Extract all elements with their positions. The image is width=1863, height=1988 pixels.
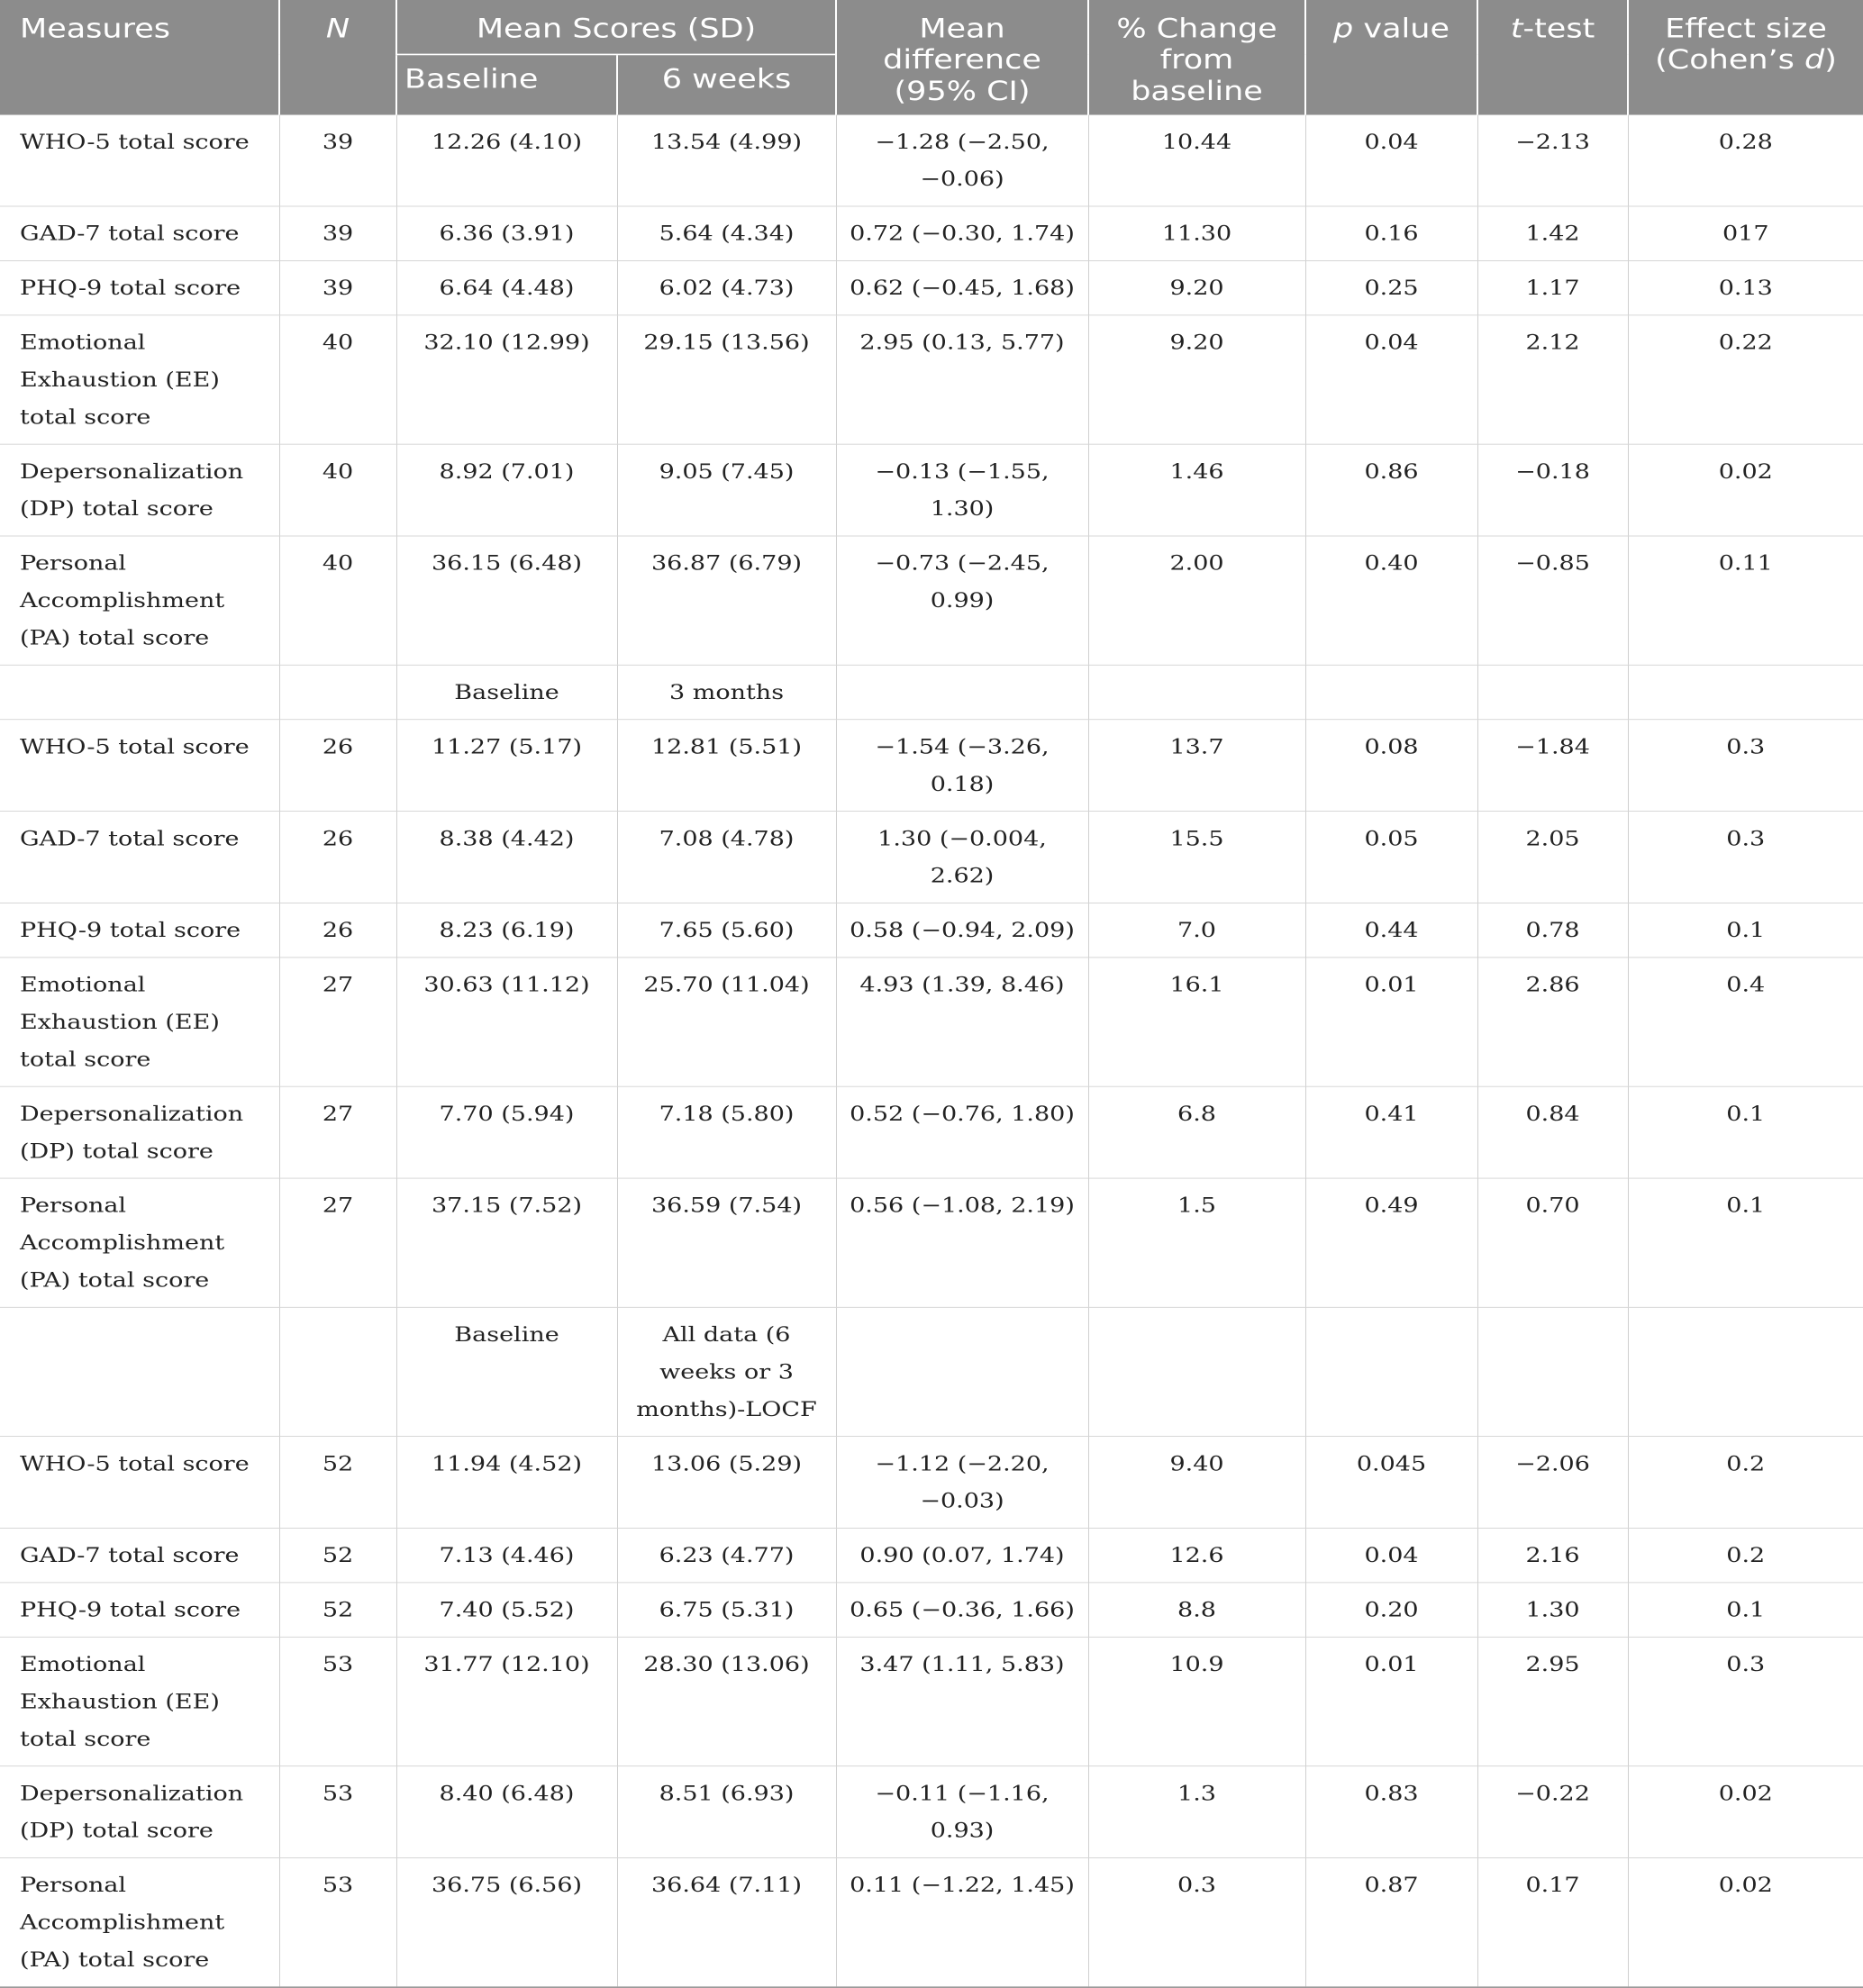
cell-followup: 12.81 (5.51) [617,720,836,812]
header-t-suffix: -test [1522,14,1595,44]
cell-measure: Personal Accomplishment (PA) total score [0,536,279,665]
cell-n: 53 [279,1637,396,1766]
cell-n: 40 [279,536,396,665]
cell-n: 53 [279,1857,396,1987]
cell-t-test: 1.17 [1477,260,1628,314]
cell-mean-difference: 0.56 (−1.08, 2.19) [836,1178,1088,1307]
cell-n: 39 [279,115,396,206]
header-t-test [1477,0,1628,115]
table-row [0,1637,1863,1766]
cell-t-test: 0.70 [1477,1178,1628,1307]
cell-effect-size: 0.22 [1628,315,1863,444]
cell-measure [0,1307,279,1436]
cell-pct-change: 10.9 [1088,1637,1305,1766]
cell-p-value: 0.04 [1305,115,1477,206]
cell-mean-difference: 0.52 (−0.76, 1.80) [836,1086,1088,1178]
table-row [0,444,1863,536]
cell-pct-change [1088,665,1305,719]
cell-baseline: 7.13 (4.46) [396,1528,617,1582]
cell-mean-difference: 0.72 (−0.30, 1.74) [836,206,1088,260]
cell-p-value: 0.41 [1305,1086,1477,1178]
cell-pct-change: 15.5 [1088,812,1305,903]
table-row [0,1178,1863,1307]
cell-t-test: −0.18 [1477,444,1628,536]
cell-pct-change: 16.1 [1088,958,1305,1086]
cell-n: 27 [279,1086,396,1178]
cell-effect-size: 0.1 [1628,903,1863,957]
cell-effect-size: 0.2 [1628,1528,1863,1582]
table-row [0,536,1863,665]
cell-effect-size: 0.1 [1628,1086,1863,1178]
cell-p-value: 0.83 [1305,1766,1477,1858]
cell-t-test: 2.05 [1477,812,1628,903]
table-row [0,315,1863,444]
cell-followup: 9.05 (7.45) [617,444,836,536]
cell-effect-size: 0.1 [1628,1178,1863,1307]
cell-baseline: Baseline [396,665,617,719]
cell-t-test: 0.17 [1477,1857,1628,1987]
cell-n: 26 [279,812,396,903]
cell-mean-difference: −1.12 (−2.20, −0.03) [836,1437,1088,1529]
cell-n: 52 [279,1583,396,1637]
cell-pct-change: 1.3 [1088,1766,1305,1858]
cell-t-test: 2.86 [1477,958,1628,1086]
cell-mean-difference: −0.73 (−2.45, 0.99) [836,536,1088,665]
cell-measure: Depersonalization (DP) total score [0,1766,279,1858]
cell-baseline: 8.38 (4.42) [396,812,617,903]
cell-t-test [1477,1307,1628,1436]
table-row [0,1583,1863,1637]
header-effect-size-prefix: (Cohen’s [1655,45,1805,76]
cell-n: 52 [279,1528,396,1582]
cell-measure: Emotional Exhaustion (EE) total score [0,315,279,444]
cell-measure: Depersonalization (DP) total score [0,444,279,536]
cell-p-value: 0.08 [1305,720,1477,812]
cell-mean-difference: 0.62 (−0.45, 1.68) [836,260,1088,314]
cell-p-value: 0.16 [1305,206,1477,260]
cell-baseline: 31.77 (12.10) [396,1637,617,1766]
cell-baseline: 11.27 (5.17) [396,720,617,812]
cell-effect-size: 0.02 [1628,444,1863,536]
cell-n [279,1307,396,1436]
cell-effect-size: 0.4 [1628,958,1863,1086]
table-row [0,206,1863,260]
cell-followup: 7.18 (5.80) [617,1086,836,1178]
cell-n: 26 [279,720,396,812]
header-effect-size-d: d [1804,45,1825,76]
header-baseline: Baseline [396,54,617,114]
header-n: N [279,0,396,115]
cell-n: 40 [279,315,396,444]
cell-mean-difference: 0.90 (0.07, 1.74) [836,1528,1088,1582]
cell-baseline: 7.40 (5.52) [396,1583,617,1637]
cell-followup: 6.75 (5.31) [617,1583,836,1637]
cell-p-value: 0.05 [1305,812,1477,903]
header-p-value [1305,0,1477,115]
cell-pct-change: 7.0 [1088,903,1305,957]
cell-measure: PHQ-9 total score [0,1583,279,1637]
table-row [0,1528,1863,1582]
header-p-suffix: value [1353,14,1450,44]
cell-baseline: 6.36 (3.91) [396,206,617,260]
cell-n: 26 [279,903,396,957]
header-effect-size-line1: Effect size [1665,14,1827,44]
cell-measure: Emotional Exhaustion (EE) total score [0,958,279,1086]
cell-n: 27 [279,1178,396,1307]
cell-effect-size: 017 [1628,206,1863,260]
cell-measure: WHO-5 total score [0,115,279,206]
cell-p-value: 0.86 [1305,444,1477,536]
cell-effect-size: 0.11 [1628,536,1863,665]
cell-followup: 3 months [617,665,836,719]
cell-n: 39 [279,260,396,314]
cell-effect-size [1628,665,1863,719]
cell-p-value: 0.04 [1305,1528,1477,1582]
cell-effect-size: 0.3 [1628,1637,1863,1766]
table-row [0,812,1863,903]
cell-baseline: 30.63 (11.12) [396,958,617,1086]
cell-n: 39 [279,206,396,260]
cell-mean-difference: −1.28 (−2.50, −0.06) [836,115,1088,206]
cell-effect-size: 0.28 [1628,115,1863,206]
table-row [0,903,1863,957]
cell-pct-change: 9.40 [1088,1437,1305,1529]
cell-followup: 7.65 (5.60) [617,903,836,957]
cell-measure: Personal Accomplishment (PA) total score [0,1178,279,1307]
cell-effect-size: 0.3 [1628,812,1863,903]
cell-p-value: 0.49 [1305,1178,1477,1307]
header-pct-change: % Change from baseline [1088,0,1305,115]
cell-effect-size [1628,1307,1863,1436]
cell-effect-size: 0.02 [1628,1766,1863,1858]
cell-measure: PHQ-9 total score [0,903,279,957]
header-effect-size [1628,0,1863,115]
cell-followup: All data (6 weeks or 3 months)-LOCF [617,1307,836,1436]
header-mean-scores: Mean Scores (SD) [396,0,836,54]
cell-pct-change [1088,1307,1305,1436]
cell-followup: 13.06 (5.29) [617,1437,836,1529]
cell-followup: 36.87 (6.79) [617,536,836,665]
cell-p-value: 0.40 [1305,536,1477,665]
cell-followup: 36.59 (7.54) [617,1178,836,1307]
cell-pct-change: 2.00 [1088,536,1305,665]
cell-p-value: 0.045 [1305,1437,1477,1529]
header-t-symbol: t [1510,14,1523,44]
cell-pct-change: 9.20 [1088,260,1305,314]
cell-mean-difference: 4.93 (1.39, 8.46) [836,958,1088,1086]
cell-followup: 25.70 (11.04) [617,958,836,1086]
cell-baseline: 36.75 (6.56) [396,1857,617,1987]
cell-n: 53 [279,1766,396,1858]
table-row [0,1857,1863,1987]
cell-measure: WHO-5 total score [0,1437,279,1529]
table-body [0,115,1863,1988]
cell-p-value: 0.25 [1305,260,1477,314]
table-row [0,260,1863,314]
header-six-weeks: 6 weeks [617,54,836,114]
cell-mean-difference: 3.47 (1.11, 5.83) [836,1637,1088,1766]
cell-mean-difference: 1.30 (−0.004, 2.62) [836,812,1088,903]
table-row [0,958,1863,1086]
cell-n: 40 [279,444,396,536]
header-p-symbol: p [1333,14,1354,44]
cell-baseline: Baseline [396,1307,617,1436]
cell-baseline: 12.26 (4.10) [396,115,617,206]
cell-t-test: 1.42 [1477,206,1628,260]
header-effect-size-suffix: ) [1824,45,1837,76]
cell-mean-difference: 0.58 (−0.94, 2.09) [836,903,1088,957]
cell-measure: Personal Accomplishment (PA) total score [0,1857,279,1987]
cell-measure: WHO-5 total score [0,720,279,812]
cell-baseline: 8.23 (6.19) [396,903,617,957]
cell-pct-change: 6.8 [1088,1086,1305,1178]
cell-measure: Depersonalization (DP) total score [0,1086,279,1178]
cell-t-test: −0.22 [1477,1766,1628,1858]
cell-n [279,665,396,719]
cell-baseline: 8.92 (7.01) [396,444,617,536]
table-row [0,1437,1863,1529]
table-row [0,1766,1863,1858]
subheader-row [0,665,1863,719]
cell-measure: GAD-7 total score [0,1528,279,1582]
cell-baseline: 6.64 (4.48) [396,260,617,314]
cell-baseline: 11.94 (4.52) [396,1437,617,1529]
table-row [0,720,1863,812]
cell-t-test: 2.95 [1477,1637,1628,1766]
cell-t-test: 2.16 [1477,1528,1628,1582]
cell-measure [0,665,279,719]
cell-p-value: 0.87 [1305,1857,1477,1987]
cell-t-test: 1.30 [1477,1583,1628,1637]
cell-p-value [1305,665,1477,719]
cell-mean-difference [836,1307,1088,1436]
cell-t-test: −1.84 [1477,720,1628,812]
cell-mean-difference: −1.54 (−3.26, 0.18) [836,720,1088,812]
cell-measure: PHQ-9 total score [0,260,279,314]
cell-p-value: 0.20 [1305,1583,1477,1637]
cell-t-test: 2.12 [1477,315,1628,444]
table-row [0,1086,1863,1178]
cell-baseline: 36.15 (6.48) [396,536,617,665]
cell-followup: 13.54 (4.99) [617,115,836,206]
cell-t-test: −2.06 [1477,1437,1628,1529]
cell-p-value: 0.01 [1305,958,1477,1086]
cell-pct-change: 13.7 [1088,720,1305,812]
cell-t-test: −0.85 [1477,536,1628,665]
cell-followup: 28.30 (13.06) [617,1637,836,1766]
table-row [0,115,1863,206]
cell-n: 27 [279,958,396,1086]
cell-effect-size: 0.02 [1628,1857,1863,1987]
cell-followup: 6.23 (4.77) [617,1528,836,1582]
cell-measure: GAD-7 total score [0,206,279,260]
cell-pct-change: 0.3 [1088,1857,1305,1987]
cell-pct-change: 9.20 [1088,315,1305,444]
cell-followup: 6.02 (4.73) [617,260,836,314]
header-measures: Measures [0,0,279,115]
cell-pct-change: 1.46 [1088,444,1305,536]
cell-pct-change: 8.8 [1088,1583,1305,1637]
cell-followup: 5.64 (4.34) [617,206,836,260]
cell-mean-difference: −0.11 (−1.16, 0.93) [836,1766,1088,1858]
cell-baseline: 7.70 (5.94) [396,1086,617,1178]
cell-followup: 36.64 (7.11) [617,1857,836,1987]
cell-effect-size: 0.3 [1628,720,1863,812]
cell-pct-change: 10.44 [1088,115,1305,206]
subheader-row [0,1307,1863,1436]
cell-mean-difference [836,665,1088,719]
cell-followup: 8.51 (6.93) [617,1766,836,1858]
cell-effect-size: 0.1 [1628,1583,1863,1637]
cell-t-test: 0.84 [1477,1086,1628,1178]
cell-followup: 29.15 (13.56) [617,315,836,444]
cell-measure: GAD-7 total score [0,812,279,903]
cell-followup: 7.08 (4.78) [617,812,836,903]
cell-mean-difference: −0.13 (−1.55, 1.30) [836,444,1088,536]
cell-n: 52 [279,1437,396,1529]
cell-measure: Emotional Exhaustion (EE) total score [0,1637,279,1766]
cell-baseline: 37.15 (7.52) [396,1178,617,1307]
cell-pct-change: 12.6 [1088,1528,1305,1582]
cell-pct-change: 1.5 [1088,1178,1305,1307]
cell-mean-difference: 2.95 (0.13, 5.77) [836,315,1088,444]
cell-mean-difference: 0.11 (−1.22, 1.45) [836,1857,1088,1987]
table-header [0,0,1863,115]
cell-p-value: 0.04 [1305,315,1477,444]
cell-p-value [1305,1307,1477,1436]
cell-t-test: 0.78 [1477,903,1628,957]
header-mean-difference: Mean difference (95% CI) [836,0,1088,115]
cell-pct-change: 11.30 [1088,206,1305,260]
cell-p-value: 0.44 [1305,903,1477,957]
cell-baseline: 32.10 (12.99) [396,315,617,444]
cell-t-test [1477,665,1628,719]
cell-mean-difference: 0.65 (−0.36, 1.66) [836,1583,1088,1637]
cell-t-test: −2.13 [1477,115,1628,206]
cell-effect-size: 0.13 [1628,260,1863,314]
cell-p-value: 0.01 [1305,1637,1477,1766]
cell-baseline: 8.40 (6.48) [396,1766,617,1858]
cell-effect-size: 0.2 [1628,1437,1863,1529]
